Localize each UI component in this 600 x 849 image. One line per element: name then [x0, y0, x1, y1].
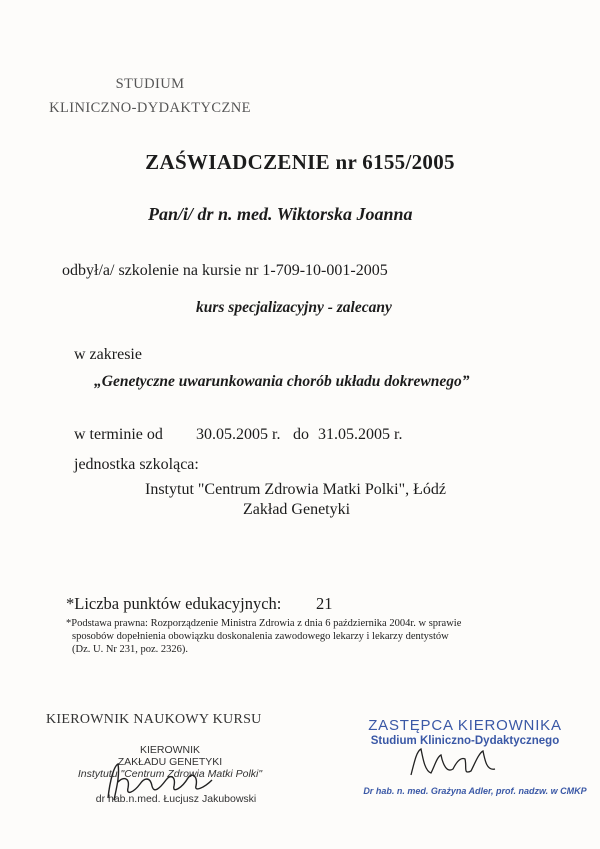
- points-value: 21: [316, 594, 333, 613]
- unit-institute: Instytut "Centrum Zdrowia Matki Polki", Łódź: [145, 481, 447, 498]
- left-signature-title: KIEROWNIK NAUKOWY KURSU: [46, 712, 262, 727]
- footnote-line-3: (Dz. U. Nr 231, poz. 2326).: [72, 644, 189, 655]
- right-stamp-line-2: Studium Kliniczno-Dydaktycznego: [370, 735, 560, 747]
- left-stamp-line-3: Instytutu "Centrum Zdrowia Matki Polki": [77, 768, 263, 780]
- term-to-label: do: [293, 426, 309, 443]
- unit-label: jednostka szkoląca:: [74, 456, 199, 473]
- left-stamp-line-4: dr hab.n.med. Łucjusz Jakubowski: [95, 793, 257, 805]
- header-line-2: KLINICZNO-DYDAKTYCZNE: [49, 100, 251, 116]
- training-line: odbył/a/ szkolenie na kursie nr 1-709-10-001-2005: [62, 262, 388, 279]
- unit-department: Zakład Genetyki: [243, 501, 351, 518]
- footnote-line-1: *Podstawa prawna: Rozporządzenie Ministra Zdrowia z dnia 6 października 2004r. w sprawie: [66, 618, 462, 629]
- left-handwritten-signature: [100, 758, 220, 806]
- right-handwritten-signature: [405, 745, 505, 785]
- right-stamp-line-3: Dr hab. n. med. Grażyna Adler, prof. nadzw. w CMKP: [363, 786, 587, 796]
- recipient-name: Pan/i/ dr n. med. Wiktorska Joanna: [148, 204, 413, 224]
- left-stamp-line-2: ZAKŁADU GENETYKI: [117, 756, 223, 768]
- points-label: *Liczba punktów edukacyjnych:: [66, 594, 282, 613]
- topic: „Genetyczne uwarunkowania chorób układu dokrewnego”: [94, 373, 470, 390]
- term-from: 30.05.2005 r.: [196, 426, 281, 443]
- term-label: w terminie od: [74, 426, 163, 443]
- certificate-title: ZAŚWIADCZENIE nr 6155/2005: [145, 150, 455, 174]
- footnote-line-2: sposobów dopełnienia obowiązku doskonalenia zawodowego lekarzy i lekarzy dentystów: [72, 631, 449, 642]
- left-stamp-line-1: KIEROWNIK: [139, 744, 201, 756]
- term-to: 31.05.2005 r.: [318, 426, 403, 443]
- right-stamp-line-1: ZASTĘPCA KIEROWNIKA: [368, 717, 562, 734]
- scope-label: w zakresie: [74, 346, 142, 363]
- header-line-1: STUDIUM: [115, 76, 185, 92]
- course-type: kurs specjalizacyjny - zalecany: [196, 299, 392, 316]
